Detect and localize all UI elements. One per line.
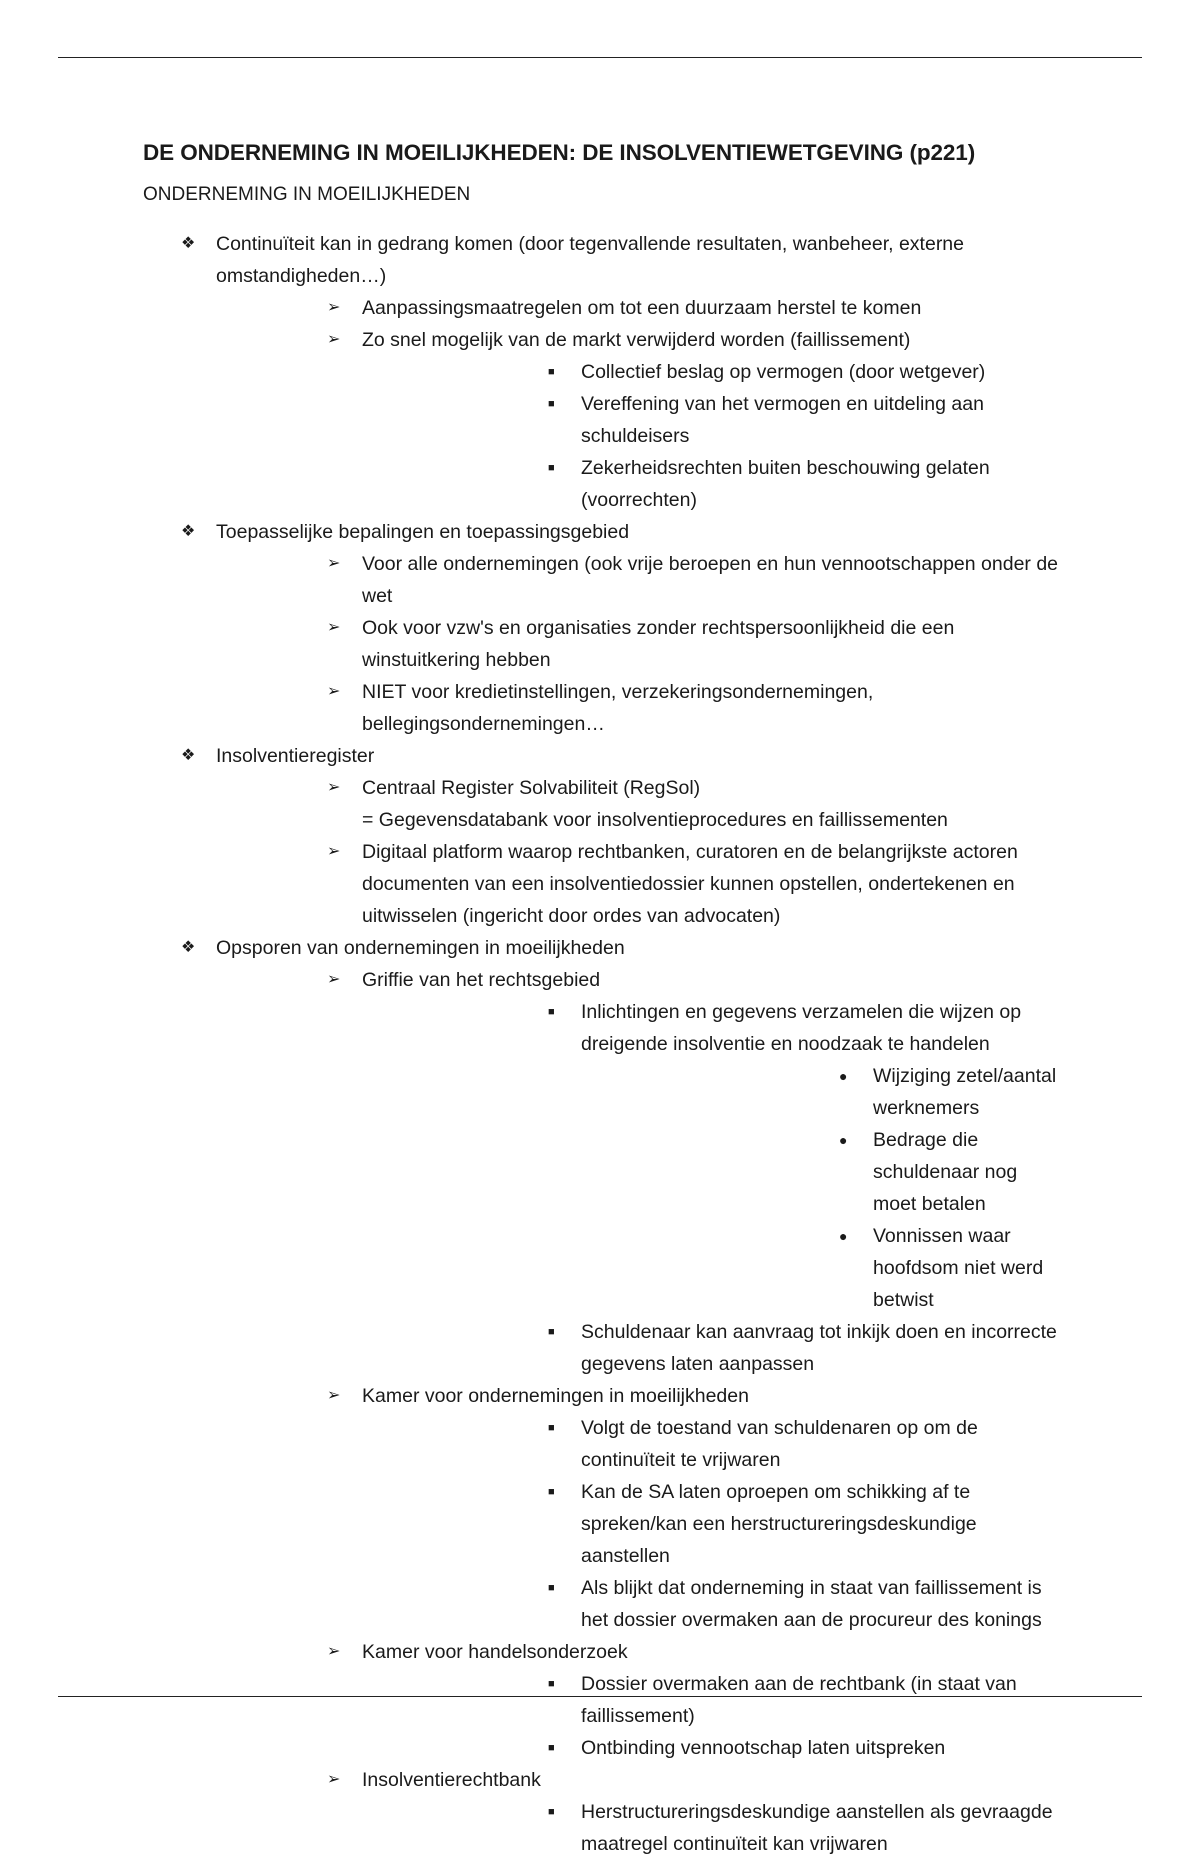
list-item	[216, 548, 1063, 612]
list-item-text: Insolventieregister	[216, 745, 375, 767]
list-item-text: Voor alle ondernemingen (ook vrije beroepen en hun vennootschappen onder de wet	[362, 553, 1059, 607]
section-heading: ONDERNEMING IN MOEILIJKHEDEN	[143, 184, 471, 205]
list-item-text: Zo snel mogelijk van de markt verwijderd worden (faillissement)	[362, 329, 911, 351]
list-item-text: Griffie van het rechtsgebied	[362, 969, 601, 991]
arrow-bullet-icon: ➢	[327, 331, 341, 348]
list-item-text: Als blijkt dat onderneming in staat van faillissement is het dossier overmaken aan de procureur des konings	[581, 1577, 1042, 1631]
list-item	[216, 772, 1063, 836]
arrow-bullet-icon: ➢	[327, 971, 341, 988]
square-bullet-icon: ■	[548, 1326, 555, 1338]
arrow-bullet-icon: ➢	[327, 1771, 341, 1788]
square-bullet-icon: ■	[548, 1006, 555, 1018]
list-item-text: Kamer voor ondernemingen in moeilijkheden	[362, 1385, 749, 1407]
list-item	[216, 1380, 1063, 1636]
list-item	[581, 1060, 1063, 1124]
diamond-bullet-icon: ❖	[181, 235, 196, 252]
list-item-text: Bedrage die schuldenaar nog moet betalen	[873, 1129, 1018, 1215]
square-bullet-icon: ■	[548, 1742, 555, 1754]
square-bullet-icon: ■	[548, 462, 555, 474]
list-item-text: Dossier overmaken aan de rechtbank (in staat van faillissement)	[581, 1673, 1017, 1727]
square-bullet-icon: ■	[548, 1678, 555, 1690]
arrow-bullet-icon: ➢	[327, 555, 341, 572]
footer-rule	[58, 1696, 1142, 1697]
list-item	[362, 356, 1063, 388]
list-item	[581, 1124, 1063, 1220]
list-item-text: Zekerheidsrechten buiten beschouwing gelaten (voorrechten)	[581, 457, 990, 511]
list-item	[362, 1476, 1063, 1572]
arrow-bullet-icon: ➢	[327, 1387, 341, 1404]
square-bullet-icon: ■	[548, 1422, 555, 1434]
list-item	[362, 1732, 1063, 1764]
list-item	[216, 836, 1063, 932]
arrow-bullet-icon: ➢	[327, 299, 341, 316]
dot-bullet-icon: ●	[839, 1068, 848, 1084]
page-title: DE ONDERNEMING IN MOEILIJKHEDEN: DE INSOLVENTIEWETGEVING (p221)	[143, 140, 976, 165]
document-body	[143, 140, 1063, 1860]
list-item	[362, 996, 1063, 1316]
list-item	[216, 292, 1063, 324]
list-item-text: Vonnissen waar hoofdsom niet werd betwist	[873, 1225, 1044, 1311]
dot-bullet-icon: ●	[839, 1132, 848, 1148]
list-item-continuation: = Gegevensdatabank voor insolventieprocedures en faillissementen	[362, 809, 948, 831]
square-bullet-icon: ■	[548, 366, 555, 378]
dot-bullet-icon: ●	[839, 1228, 848, 1244]
list-item	[143, 740, 1063, 932]
list-item-text: Toepasselijke bepalingen en toepassingsgebied	[216, 521, 630, 543]
arrow-bullet-icon: ➢	[327, 683, 341, 700]
arrow-bullet-icon: ➢	[327, 1643, 341, 1660]
arrow-bullet-icon: ➢	[327, 779, 341, 796]
square-bullet-icon: ■	[548, 1806, 555, 1818]
list-item-text: Volgt de toestand van schuldenaren op om de continuïteit te vrijwaren	[581, 1417, 978, 1471]
list-item	[362, 452, 1063, 516]
list-item-text: NIET voor kredietinstellingen, verzekeringsondernemingen, bellegingsondernemingen…	[362, 681, 874, 735]
square-bullet-icon: ■	[548, 1486, 555, 1498]
list-item-text: Vereffening van het vermogen en uitdeling aan schuldeisers	[581, 393, 984, 447]
outline-list	[143, 228, 1063, 1860]
list-item-text: Continuïteit kan in gedrang komen (door tegenvallende resultaten, wanbeheer, externe omstandigheden…)	[216, 233, 964, 287]
list-item	[362, 1412, 1063, 1476]
list-item	[362, 1316, 1063, 1380]
list-item-text: Wijziging zetel/aantal werknemers	[873, 1065, 1057, 1119]
arrow-bullet-icon: ➢	[327, 843, 341, 860]
list-item-text: Schuldenaar kan aanvraag tot inkijk doen en incorrecte gegevens laten aanpassen	[581, 1321, 1057, 1375]
list-item-text: Opsporen van ondernemingen in moeilijkheden	[216, 937, 625, 959]
list-item	[362, 1796, 1063, 1860]
square-bullet-icon: ■	[548, 1582, 555, 1594]
list-item	[216, 676, 1063, 740]
list-item-text: Kamer voor handelsonderzoek	[362, 1641, 628, 1663]
list-item	[362, 388, 1063, 452]
list-item	[362, 1572, 1063, 1636]
header-rule	[58, 57, 1142, 58]
list-item	[143, 932, 1063, 1860]
list-item-text: Kan de SA laten oproepen om schikking af te spreken/kan een herstructureringsdeskundige aanstellen	[581, 1481, 977, 1567]
list-item	[216, 324, 1063, 516]
diamond-bullet-icon: ❖	[181, 939, 196, 956]
square-bullet-icon: ■	[548, 398, 555, 410]
list-item	[143, 516, 1063, 740]
list-item-text: Ook voor vzw's en organisaties zonder rechtspersoonlijkheid die een winstuitkering hebben	[362, 617, 955, 671]
list-item-text: Herstructureringsdeskundige aanstellen als gevraagde maatregel continuïteit kan vrijwaren	[581, 1801, 1053, 1855]
list-item-text: Collectief beslag op vermogen (door wetgever)	[581, 361, 986, 383]
list-item-text: Inlichtingen en gegevens verzamelen die wijzen op dreigende insolventie en noodzaak te handelen	[581, 1001, 1022, 1055]
list-item	[216, 1764, 1063, 1860]
list-item-text: Ontbinding vennootschap laten uitspreken	[581, 1737, 946, 1759]
list-item-text: Aanpassingsmaatregelen om tot een duurzaam herstel te komen	[362, 297, 922, 319]
list-item-text: Centraal Register Solvabiliteit (RegSol)	[362, 777, 701, 799]
list-item-text: Digitaal platform waarop rechtbanken, curatoren en de belangrijkste actoren documenten van een insolventiedossier kunnen opstellen, ondertekenen en uitwisselen (ingericht door ordes van advocaten)	[362, 841, 1018, 927]
list-item	[216, 964, 1063, 1380]
list-item	[216, 1636, 1063, 1764]
list-item	[216, 612, 1063, 676]
list-item	[362, 1668, 1063, 1732]
list-item-text: Insolventierechtbank	[362, 1769, 541, 1791]
diamond-bullet-icon: ❖	[181, 523, 196, 540]
arrow-bullet-icon: ➢	[327, 619, 341, 636]
diamond-bullet-icon: ❖	[181, 747, 196, 764]
list-item	[143, 228, 1063, 516]
list-item	[581, 1220, 1063, 1316]
